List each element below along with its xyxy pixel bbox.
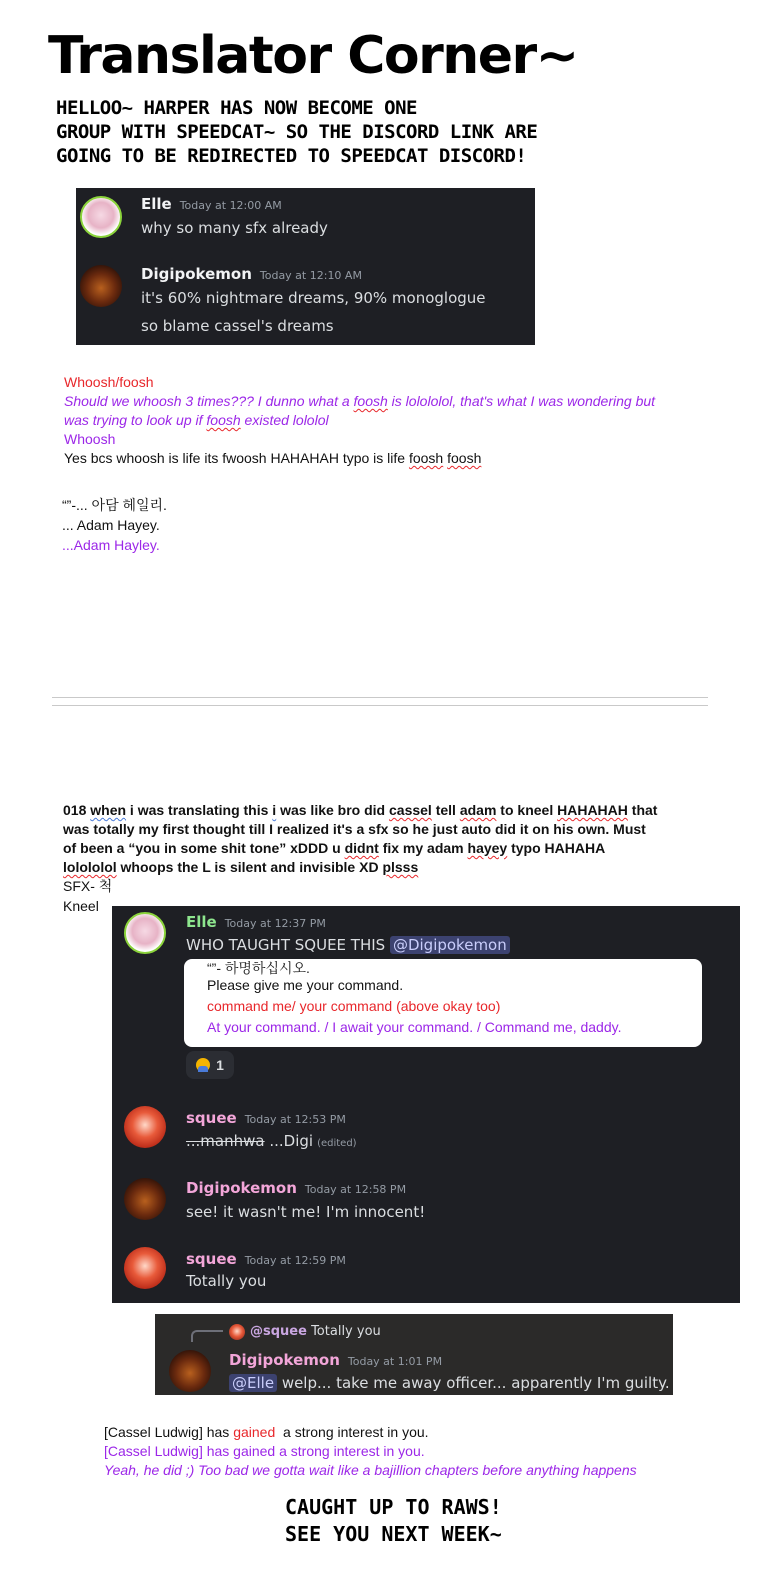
outro: CAUGHT UP TO RAWS! SEE YOU NEXT WEEK~ <box>285 1495 502 1546</box>
message-text: ...manhwa ...Digi (edited) <box>186 1132 357 1150</box>
username: squee <box>186 1250 237 1268</box>
avatar <box>124 1247 166 1289</box>
timestamp: Today at 12:37 PM <box>224 917 326 930</box>
timestamp: Today at 12:00 AM <box>179 199 282 212</box>
timestamp: Today at 1:01 PM <box>347 1355 443 1368</box>
quote-card <box>184 959 702 1047</box>
intro-notice <box>56 96 656 168</box>
username: squee <box>186 1109 237 1127</box>
message-text: @Elle welp... take me away officer... apparently I'm guilty. <box>229 1372 670 1394</box>
message-text: WHO TAUGHT SQUEE THIS @Digipokemon <box>186 934 510 956</box>
reaction-count: 1 <box>216 1057 224 1073</box>
reply-avatar <box>229 1324 245 1340</box>
korean-line: “”- 하명하십시오. <box>207 961 310 975</box>
sfx-translation: Kneel <box>63 898 99 914</box>
discord-chat-3 <box>155 1314 673 1395</box>
username: Digipokemon <box>229 1351 340 1369</box>
username: Elle <box>141 195 172 213</box>
notes-cassel: [Cassel Ludwig] has gained a strong interest in you. [Cassel Ludwig] has gained a strong interest in you. Yeah, he did ;) Too bad we gotta wait like a bajillion chapters before anything happens <box>104 1424 637 1478</box>
fixed-line: ...Adam Hayley. <box>62 537 160 553</box>
timestamp: Today at 12:10 AM <box>259 269 362 282</box>
username: Digipokemon <box>141 265 252 283</box>
person-emoji-icon <box>196 1058 210 1072</box>
english-line: Please give me your command. <box>207 977 404 993</box>
message-text: see! it wasn't me! I'm innocent! <box>186 1203 426 1221</box>
korean-line: “”-... 아담 헤일리. <box>62 497 167 513</box>
avatar <box>80 265 122 307</box>
divider <box>52 697 708 698</box>
reaction-button[interactable] <box>186 1051 234 1079</box>
message-text: why so many sfx already <box>141 219 328 237</box>
sfx-label: SFX- 척 <box>63 878 113 894</box>
avatar <box>124 912 166 954</box>
page-title: Translator Corner~ <box>48 26 578 86</box>
username: Digipokemon <box>186 1179 297 1197</box>
reply-preview[interactable]: @squee Totally you <box>250 1324 381 1339</box>
notes-whoosh <box>64 373 704 468</box>
avatar <box>124 1178 166 1220</box>
timestamp: Today at 12:58 PM <box>304 1183 407 1196</box>
sfx-answer-label: Whoosh <box>64 431 116 447</box>
avatar <box>169 1350 211 1392</box>
avatar <box>80 196 122 238</box>
adam-translation <box>62 495 462 555</box>
timestamp: Today at 12:59 PM <box>244 1254 346 1267</box>
intro-line-1: HELLOO~ HARPER HAS NOW BECOME ONE <box>56 97 417 119</box>
timestamp: Today at 12:53 PM <box>244 1113 346 1126</box>
intro-line-2: GROUP WITH SPEEDCAT~ SO THE DISCORD LINK ARE <box>56 121 538 143</box>
note-answer: Yes bcs whoosh is life its fwoosh HAHAHAH typo is life foosh foosh <box>64 450 482 466</box>
divider <box>52 705 708 706</box>
discord-chat-1 <box>76 188 535 345</box>
notes-kneel: 018 when i was translating this i was like bro did cassel tell adam to kneel HAHAHAH that was totally my first thought till I realized it's a sfx so he just auto did it on his own. Must of been a “you in some shit tone” xDDD u didnt fix my adam hayey typo HAHAHA lolololol whoops the L is silent and invisible XD plsss <box>63 802 658 875</box>
intro-line-3: GOING TO BE REDIRECTED TO SPEEDCAT DISCORD! <box>56 145 527 167</box>
note-question-cont: was trying to look up if foosh existed lololol <box>64 412 329 428</box>
message-text: Totally you <box>186 1272 267 1290</box>
reply-line <box>191 1330 223 1342</box>
note-question: Should we whoosh 3 times??? I dunno what a foosh is lolololol, that's what I was wondering but <box>64 393 656 409</box>
username: Elle <box>186 913 217 931</box>
avatar <box>124 1106 166 1148</box>
message-text: so blame cassel's dreams <box>141 317 334 335</box>
red-line: command me/ your command (above okay too) <box>207 998 501 1014</box>
english-line: ... Adam Hayey. <box>62 517 160 533</box>
mention[interactable]: @Digipokemon <box>390 936 510 954</box>
mention[interactable]: @Elle <box>229 1374 277 1392</box>
message-text: it's 60% nightmare dreams, 90% monoglogue <box>141 289 486 307</box>
sfx-label: Whoosh/foosh <box>64 374 154 390</box>
purple-line: At your command. / I await your command. / Command me, daddy. <box>207 1019 622 1035</box>
